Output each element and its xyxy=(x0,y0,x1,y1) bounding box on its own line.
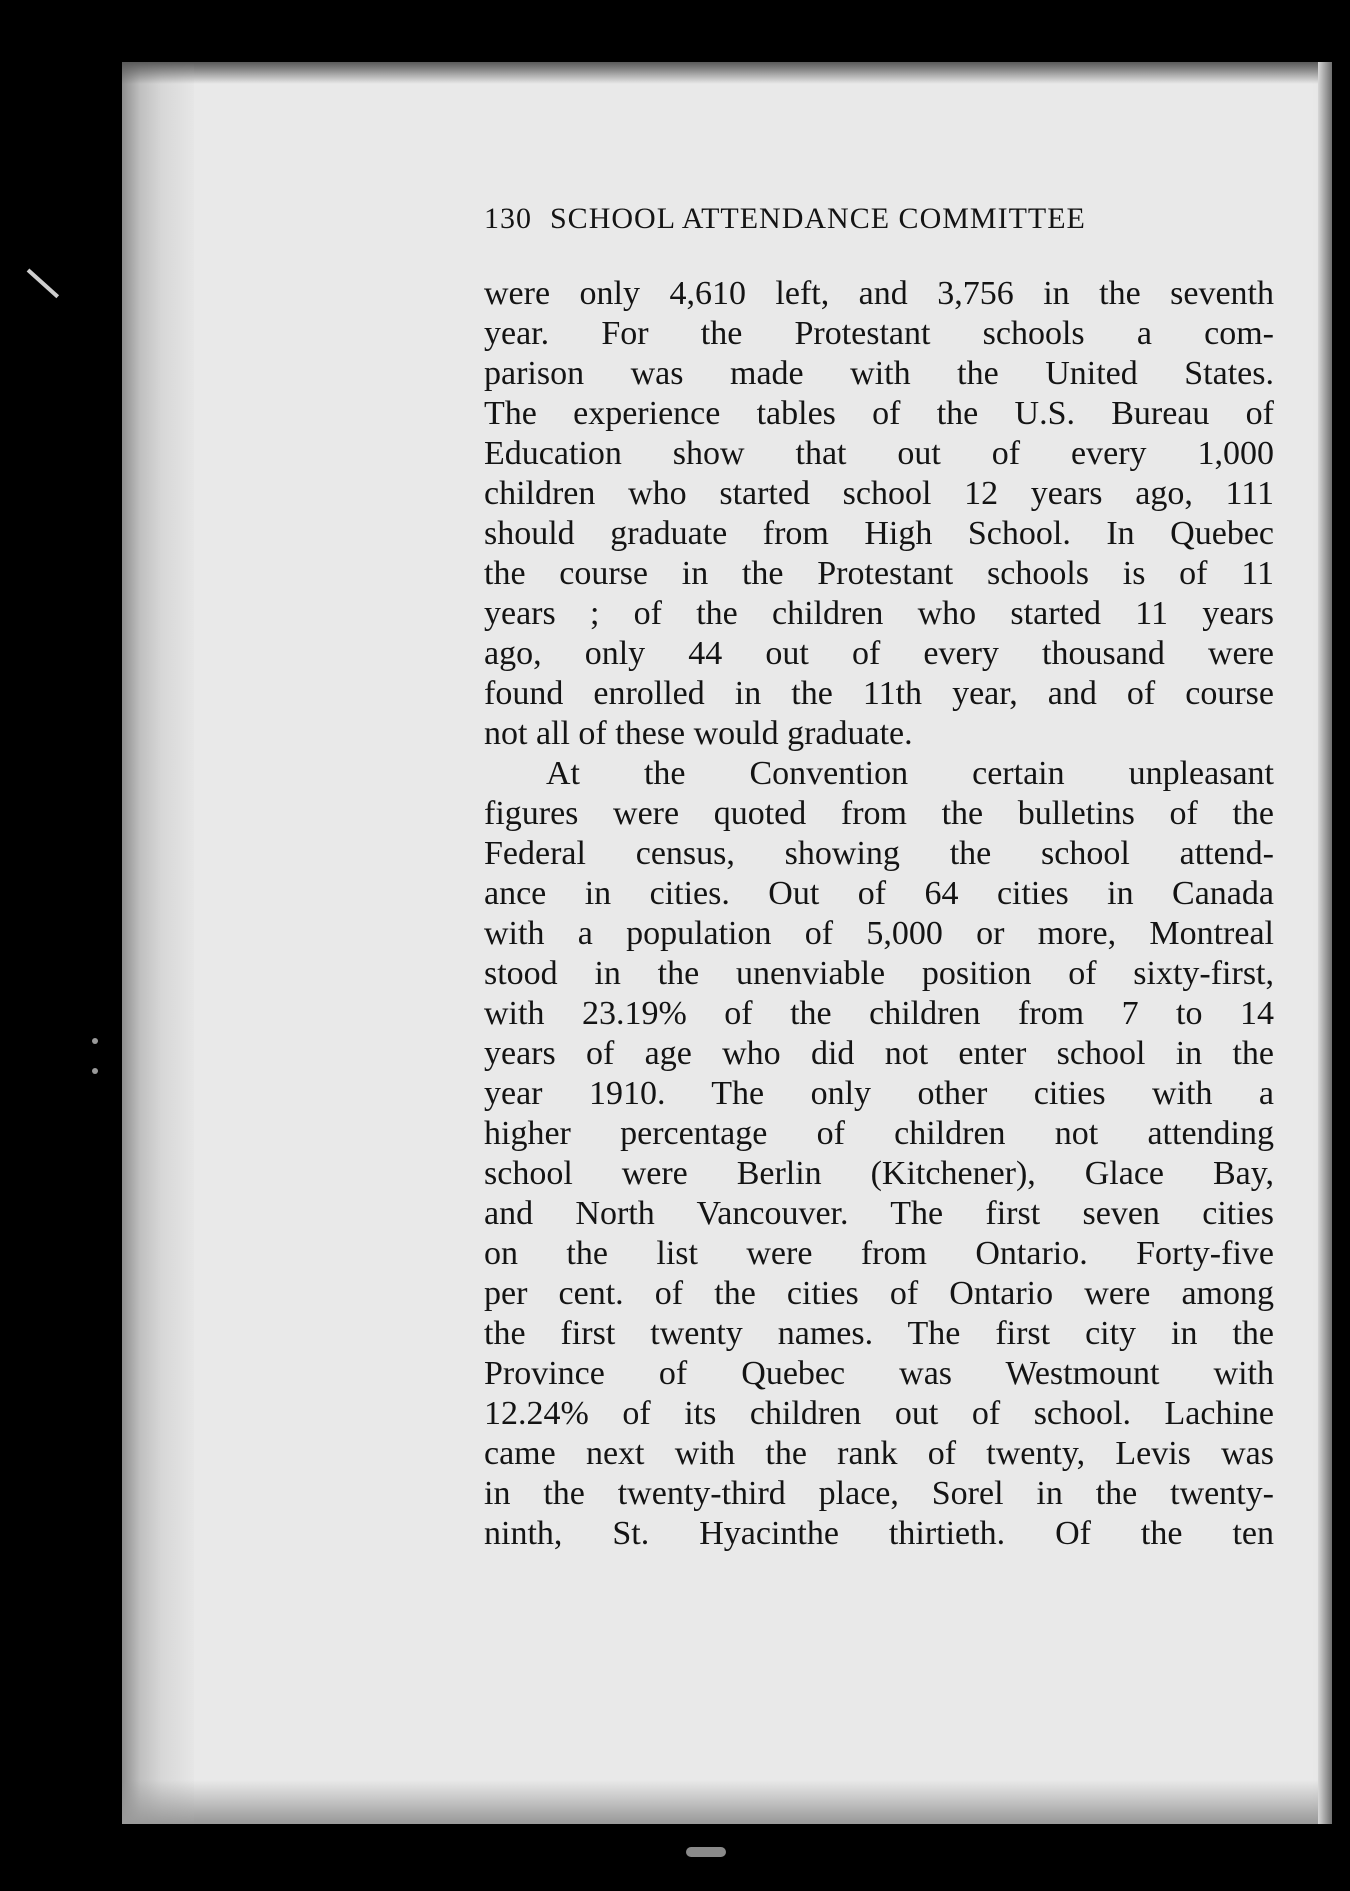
scan-artifact-mark xyxy=(27,269,59,299)
text-line: At the Convention certain unpleasant xyxy=(546,755,1274,792)
text-line: Education show that out of every 1,000 xyxy=(484,435,1274,472)
page-right-edge xyxy=(1318,62,1332,1824)
page-top-shadow xyxy=(122,62,1332,84)
text-line: the course in the Protestant schools is of 11 xyxy=(484,555,1274,592)
text-line: with a population of 5,000 or more, Montreal xyxy=(484,915,1274,952)
text-line: were only 4,610 left, and 3,756 in the seventh xyxy=(484,275,1274,312)
scan-artifact-dot xyxy=(92,1068,98,1074)
scan-artifact-dot xyxy=(92,1038,98,1044)
text-line: per cent. of the cities of Ontario were among xyxy=(484,1275,1274,1312)
text-line: Federal census, showing the school attend- xyxy=(484,835,1274,872)
text-line: ance in cities. Out of 64 cities in Canada xyxy=(484,875,1274,912)
body-text xyxy=(484,274,1274,1554)
text-line: should graduate from High School. In Quebec xyxy=(484,515,1274,552)
text-line: came next with the rank of twenty, Levis was xyxy=(484,1435,1274,1472)
text-line: children who started school 12 years ago, 111 xyxy=(484,475,1274,512)
scan-artifact-blob xyxy=(686,1847,726,1857)
text-line: in the twenty-third place, Sorel in the twenty- xyxy=(484,1475,1274,1512)
text-line: with 23.19% of the children from 7 to 14 xyxy=(484,995,1274,1032)
running-header xyxy=(484,202,1284,236)
text-line: year 1910. The only other cities with a xyxy=(484,1075,1274,1112)
text-line: stood in the unenviable position of sixty-first, xyxy=(484,955,1274,992)
text-line: and North Vancouver. The first seven cities xyxy=(484,1195,1274,1232)
text-line: year. For the Protestant schools a com- xyxy=(484,315,1274,352)
text-line: Province of Quebec was Westmount with xyxy=(484,1355,1274,1392)
text-line: 12.24% of its children out of school. Lachine xyxy=(484,1395,1274,1432)
text-line: ago, only 44 out of every thousand were xyxy=(484,635,1274,672)
text-line: found enrolled in the 11th year, and of course xyxy=(484,675,1274,712)
text-line: The experience tables of the U.S. Bureau of xyxy=(484,395,1274,432)
running-title: SCHOOL ATTENDANCE COMMITTEE xyxy=(550,202,1086,235)
text-line: years of age who did not enter school in the xyxy=(484,1035,1274,1072)
page-number: 130 xyxy=(484,202,532,235)
text-line: school were Berlin (Kitchener), Glace Bay, xyxy=(484,1155,1274,1192)
text-line: on the list were from Ontario. Forty-five xyxy=(484,1235,1274,1272)
text-line: parison was made with the United States. xyxy=(484,355,1274,392)
text-line: not all of these would graduate. xyxy=(484,715,913,752)
text-line: the first twenty names. The first city in the xyxy=(484,1315,1274,1352)
text-line: higher percentage of children not attending xyxy=(484,1115,1274,1152)
text-line: figures were quoted from the bulletins of the xyxy=(484,795,1274,832)
page-gutter-shadow xyxy=(122,62,194,1824)
page-bottom-shadow xyxy=(122,1780,1332,1824)
text-line: ninth, St. Hyacinthe thirtieth. Of the ten xyxy=(484,1515,1274,1552)
text-line: years ; of the children who started 11 years xyxy=(484,595,1274,632)
